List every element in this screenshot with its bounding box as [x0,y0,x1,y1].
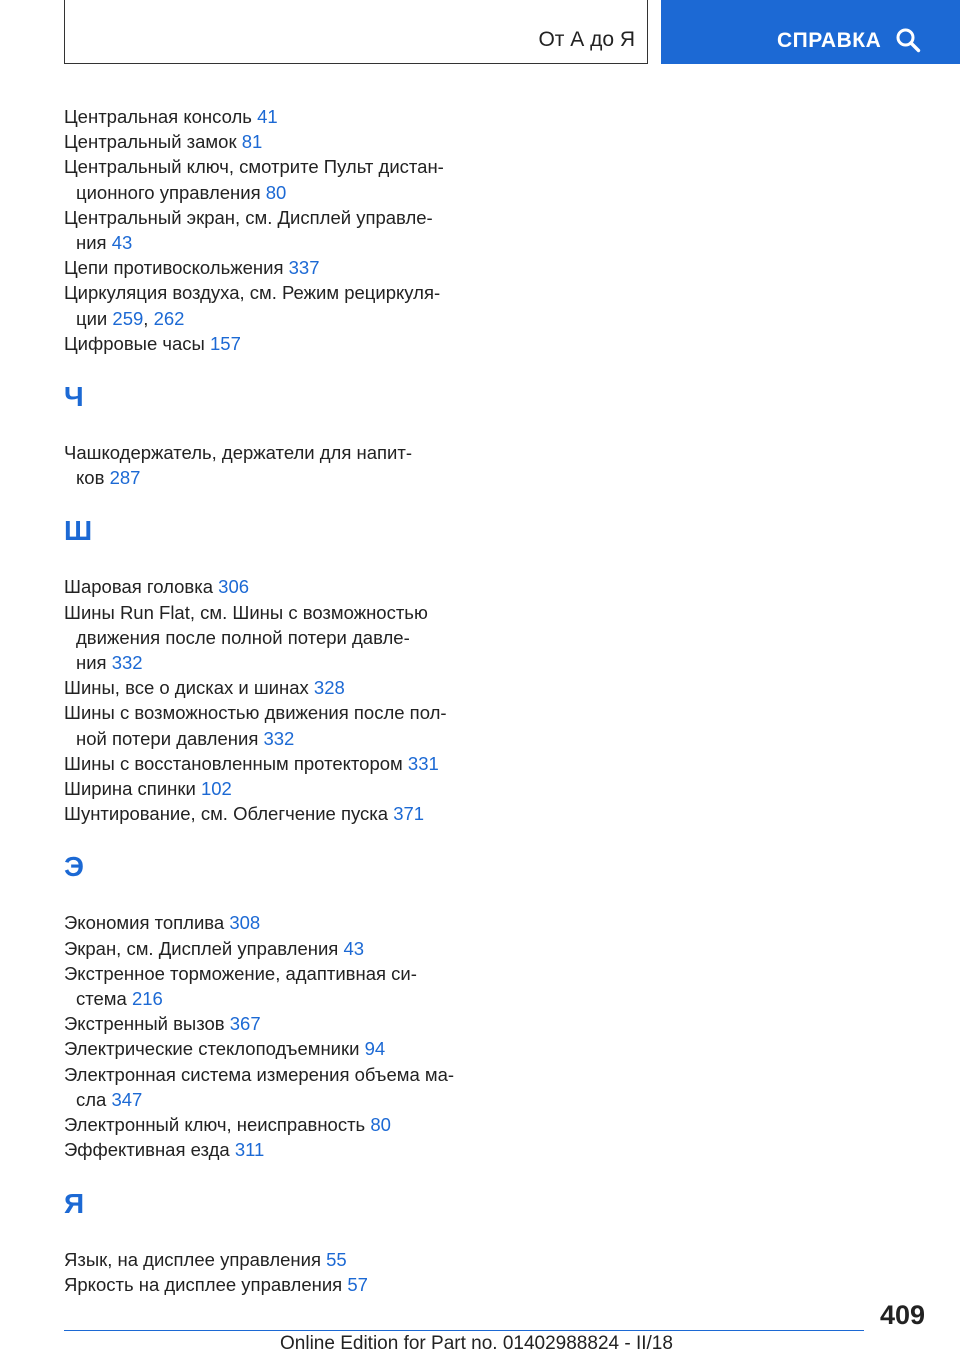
index-entry [64,801,484,826]
entry-line: Электронный ключ, неисправность [64,1114,366,1136]
index-entry-text [64,1139,264,1160]
page-reference-link[interactable]: 259 [112,307,144,329]
entry-line: Цепи противоскольжения [64,257,284,279]
index-letter-heading: Я [64,1187,85,1219]
page-reference-link[interactable]: 332 [111,652,143,674]
entry-line: движения после полной потери давле- [76,626,410,648]
index-entry-text [64,465,484,490]
index-entry [64,936,484,961]
entry-line: Чашкодержатель, держатели для напит- [64,442,413,464]
index-entry [64,129,484,154]
index-entry-text [64,938,364,959]
entry-line: Цифровые часы [64,332,205,354]
index-entry-text [64,282,440,303]
index-entry-text [64,702,447,723]
index-entry-text [64,333,241,354]
page-reference-link[interactable]: 287 [109,467,141,489]
index-entry-text [64,778,232,799]
entry-line: Экономия топлива [64,912,225,934]
index-entry [64,255,484,280]
index-entry [64,574,484,599]
footer-divider [64,1330,864,1331]
index-entry-text [64,207,433,228]
index-entry-text: ции 259, 262 [76,307,185,329]
index-entry [64,1036,484,1061]
index-entry-text [64,1087,484,1112]
index-entry-text [64,156,444,177]
page-reference-link[interactable]: 43 [111,232,133,254]
index-entry-text [64,753,439,774]
entry-line: Язык, на дисплее управления [64,1248,321,1270]
entry-line: Циркуляция воздуха, см. Режим рециркуля- [64,282,441,304]
index-entry [64,1062,484,1112]
search-icon[interactable] [895,27,921,53]
index-entry-text [64,963,417,984]
index-entry-text [64,106,278,127]
index-entry [64,1011,484,1036]
entry-line: ков [76,467,105,489]
page-reference-link[interactable]: 367 [229,1013,261,1035]
index-entry [64,751,484,776]
page-reference-link[interactable]: 306 [218,576,250,598]
page-reference-link[interactable]: 331 [407,752,439,774]
reference-tab-label: СПРАВКА [777,29,882,52]
index-entry-text [64,912,260,933]
index-entry-text [64,1013,261,1034]
index-entry [64,440,484,490]
index-entry [64,331,484,356]
entry-line: Центральный замок [64,131,237,153]
index-entry-text [64,180,484,205]
index-entry-text [64,230,484,255]
page-reference-link[interactable]: 347 [111,1088,143,1110]
index-entry [64,600,484,676]
entry-line: Электронная система измерения объема ма- [64,1063,455,1085]
index-entry-text [64,602,428,623]
page-reference-link[interactable]: 311 [234,1139,265,1161]
entry-line: Яркость на дисплее управления [64,1273,343,1295]
page-reference-link[interactable]: 55 [326,1248,347,1270]
index-letter-heading: Ч [64,381,84,413]
page-reference-link[interactable]: 57 [347,1273,368,1295]
entry-line: Шины с восстановленным протектором [64,752,403,774]
edition-info: Online Edition for Part no. 01402988824 - II/18 [280,1333,673,1354]
page-reference-link[interactable]: 262 [153,307,185,329]
section-header [64,0,648,64]
index-entry [64,205,484,255]
index-entry [64,1272,484,1297]
index-entry-text [64,1249,347,1270]
index-entry [64,1247,484,1272]
entry-line: Шаровая головка [64,576,214,598]
index-entry [64,776,484,801]
section-title: От А до Я [538,28,635,51]
page-reference-link[interactable]: 94 [364,1038,386,1060]
page-reference-link[interactable]: 81 [241,131,263,153]
entry-line: Центральная консоль [64,106,252,127]
page-reference-link[interactable]: 80 [265,181,287,203]
page-reference-link[interactable]: 216 [131,988,163,1010]
index-entry-text [64,625,484,650]
index-entry-text [64,1274,368,1295]
entry-line: Экстренный вызов [64,1013,225,1035]
entry-line: стема [76,988,127,1010]
index-entry [64,1112,484,1137]
index-entry-text [64,1064,454,1085]
index-entry [64,961,484,1011]
index-letter-heading: Э [64,851,84,883]
reference-tab[interactable] [661,0,960,64]
entry-line: ния [76,652,107,674]
index-entry-text [64,1038,385,1059]
index-entry [64,910,484,935]
page-reference-link[interactable]: 41 [257,106,278,127]
entry-line: Шины, все о дисках и шинах [64,677,309,699]
index-list [64,104,484,1297]
index-entry-text [64,257,320,278]
page-reference-link[interactable]: 337 [288,257,320,279]
entry-line: Шины с возможностью движения после пол- [64,702,447,724]
index-entry [64,700,484,750]
index-entry-text [64,677,345,698]
index-entry-text [64,986,484,1011]
page-reference-link[interactable]: 157 [210,332,241,354]
index-entry-text [64,131,262,152]
index-entry-text [64,726,484,751]
page-reference-link[interactable]: 328 [313,677,345,699]
entry-line: сла [76,1088,107,1110]
entry-line: Экран, см. Дисплей управления [64,937,339,959]
entry-line: Шунтирование, см. Облегчение пуска [64,803,389,825]
page-reference-link[interactable]: 371 [393,803,425,825]
index-entry-text [64,650,484,675]
entry-line: ции [76,307,108,329]
index-entry-text [64,576,249,597]
index-entry-text [64,803,424,824]
entry-line: ной потери давления [76,727,259,749]
entry-line: Ширина спинки [64,778,196,800]
page-reference-link[interactable]: 332 [263,727,295,749]
entry-line: Шины Run Flat, см. Шины с возможностью [64,601,428,623]
page-reference-link[interactable]: 43 [343,937,365,959]
index-entry-text [64,442,412,463]
entry-line: Эффективная езда [64,1139,230,1161]
page-reference-link[interactable]: 308 [229,912,261,934]
page-number: 409 [880,1300,926,1330]
index-entry-text [64,1114,391,1135]
index-entry [64,1137,484,1162]
page-reference-link[interactable]: 80 [370,1114,391,1136]
entry-line: Экстренное торможение, адаптивная си- [64,962,417,984]
entry-line: Центральный экран, см. Дисплей управле- [64,206,433,228]
entry-line: Электрические стеклоподъемники [64,1038,360,1060]
index-entry [64,154,484,204]
index-entry [64,104,484,129]
index-entry [64,675,484,700]
entry-line: Центральный ключ, смотрите Пульт дистан- [64,156,444,178]
entry-line: ционного управления [76,181,261,203]
entry-line: ния [76,232,107,254]
page-reference-link[interactable]: 102 [200,778,232,800]
index-entry [64,280,484,330]
index-letter-heading: Ш [64,515,93,547]
